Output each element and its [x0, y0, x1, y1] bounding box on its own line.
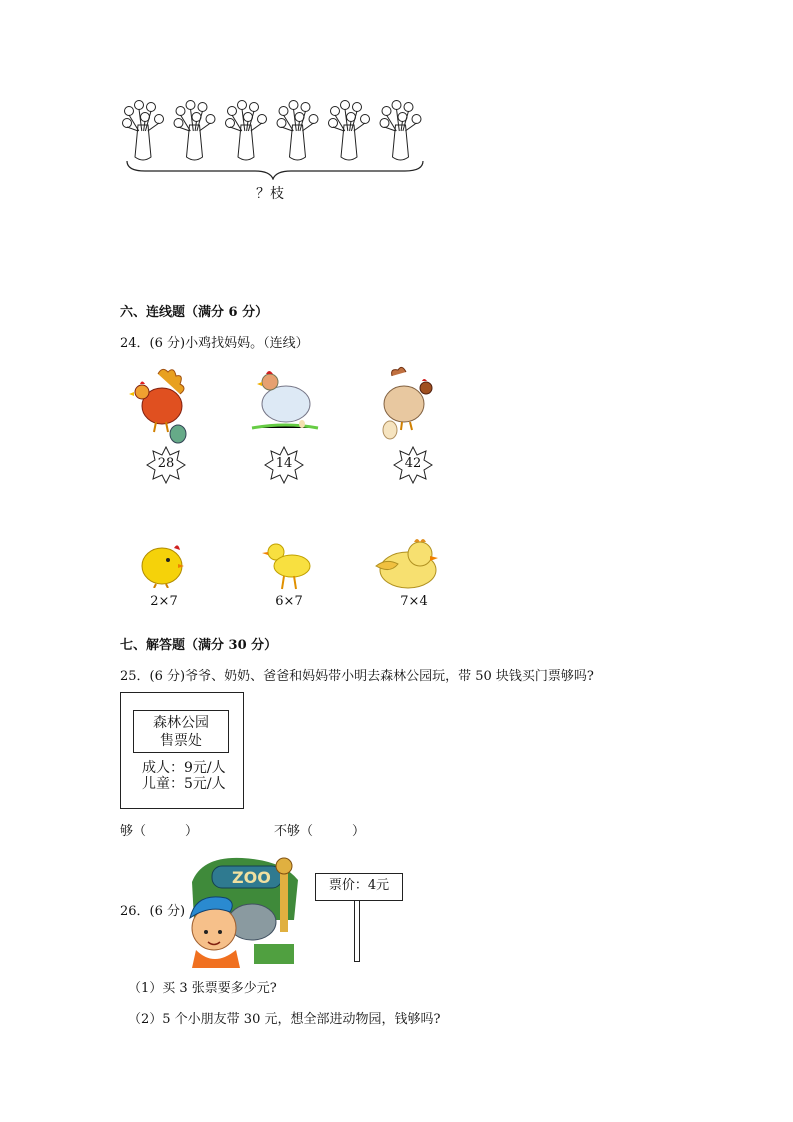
price-sign-post — [354, 900, 360, 962]
flower-vase-icon — [380, 101, 421, 161]
zoo-sign-text: ZOO — [232, 868, 271, 887]
chick-1-icon — [138, 540, 188, 588]
question-26-2: （2）5 个小朋友带 30 元，想全部进动物园，钱够吗? — [128, 1012, 441, 1027]
white-hen-icon — [250, 368, 320, 434]
flower-vase-icon — [277, 101, 318, 161]
ticket-title-line2: 售票处 — [160, 733, 202, 749]
question-26-1: （1）买 3 张票要多少元? — [128, 981, 277, 996]
brace — [127, 161, 423, 179]
chick-expr-7x4: 7×4 — [400, 594, 428, 609]
hen-value-14: 14 — [275, 456, 293, 471]
flower-vase-icon — [329, 101, 370, 161]
ticket-title-line1: 森林公园 — [153, 715, 209, 731]
question-25: 25．(6 分)爷爷、奶奶、爸爸和妈妈带小明去森林公园玩，带 50 块钱买门票够吗? — [120, 669, 594, 684]
child-price: 儿童：5元/人 — [142, 776, 226, 792]
answer-not-enough[interactable]: 不够（ ） — [274, 824, 366, 839]
question-24: 24．(6 分)小鸡找妈妈。（连线） — [120, 336, 309, 351]
zoo-boy-illustration — [184, 852, 304, 968]
hen-value-28: 28 — [157, 456, 175, 471]
chick-2-icon — [262, 540, 318, 590]
brown-hen-icon — [378, 366, 440, 446]
chick-3-icon — [374, 536, 444, 592]
chick-expr-6x7: 6×7 — [275, 594, 303, 609]
price-sign: 票价：4元 — [315, 873, 403, 901]
adult-price: 成人：9元/人 — [142, 760, 226, 776]
answer-enough[interactable]: 够（ ） — [120, 824, 199, 839]
flower-vase-icon — [226, 101, 267, 161]
ticket-office-sign — [133, 710, 229, 753]
section7-title: 七、解答题（满分 30 分） — [120, 638, 278, 653]
flower-vase-icon — [174, 101, 215, 161]
flower-vase-icon — [123, 101, 164, 161]
chick-expr-2x7: 2×7 — [150, 594, 178, 609]
hen-value-42: 42 — [404, 456, 422, 471]
vase-caption: ？枝 — [256, 186, 284, 202]
flower-vases-figure — [115, 95, 435, 180]
question-26-label: 26．(6 分) — [120, 904, 186, 919]
section6-title: 六、连线题（满分 6 分） — [120, 305, 269, 320]
rooster-icon — [128, 366, 192, 446]
